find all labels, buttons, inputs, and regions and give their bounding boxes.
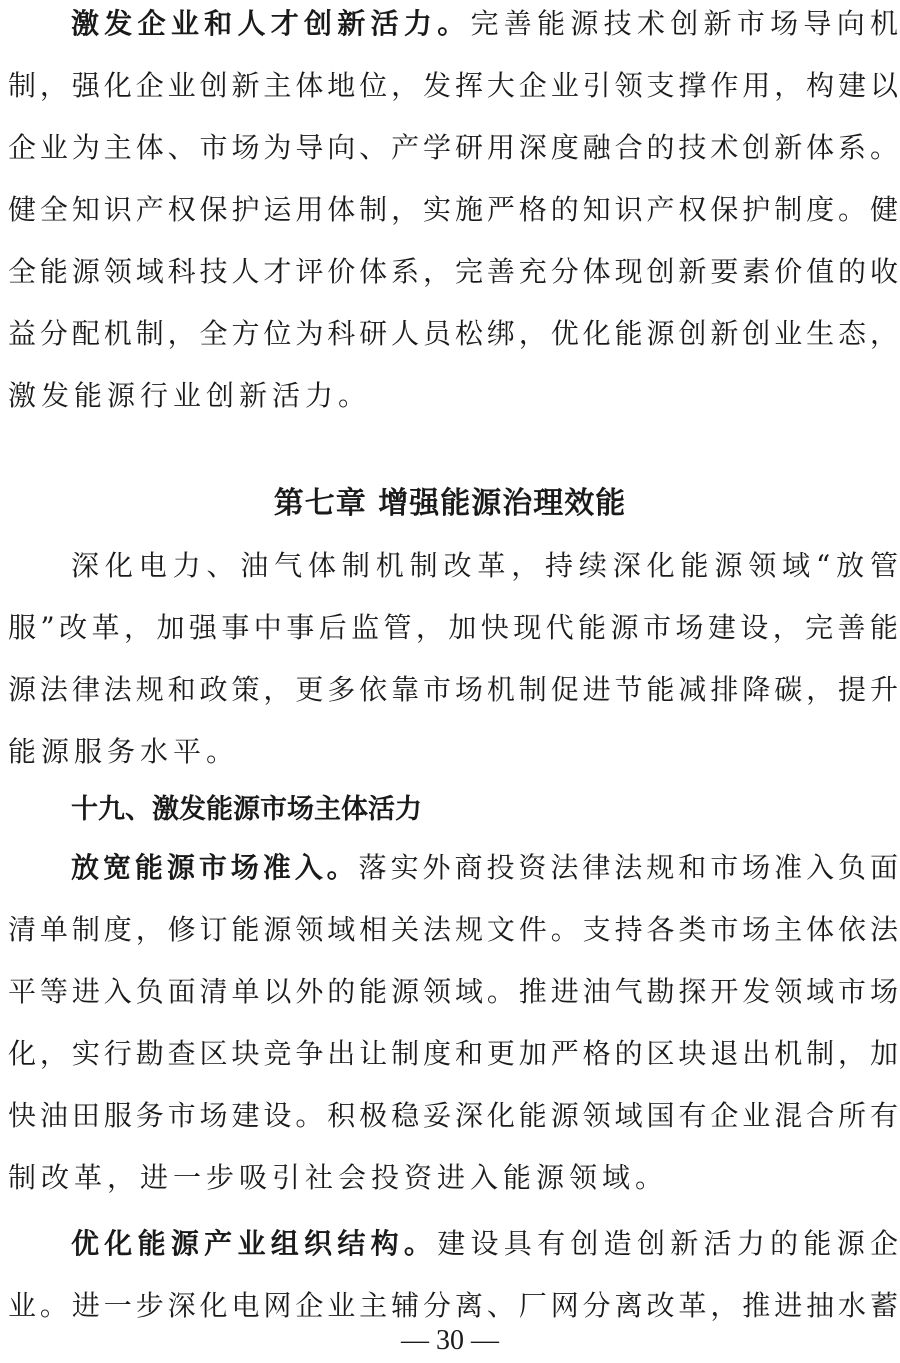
paragraph-line: 化，实行勘查区块竞争出让制度和更加严格的区块退出机制，加 [8, 1037, 898, 1070]
paragraph-line: 清单制度，修订能源领域相关法规文件。支持各类市场主体依法 [8, 913, 898, 946]
paragraph-line [8, 4, 898, 44]
paragraph-line: 制，强化企业创新主体地位，发挥大企业引领支撑作用，构建以 [8, 69, 898, 102]
chapter-title: 第七章 增强能源治理效能 [273, 486, 627, 521]
paragraph-line: 制改革，进一步吸引社会投资进入能源领域。 [8, 1161, 669, 1194]
paragraph-line: 服”改革，加强事中事后监管，加快现代能源市场建设，完善能 [8, 611, 898, 644]
paragraph-lead: 优化能源产业组织结构。 [71, 1227, 438, 1260]
paragraph-line: 源法律法规和政策，更多依靠市场机制促进节能减排降碳，提升 [8, 673, 898, 706]
paragraph-text: 落实外商投资法律法规和市场准入负面 [358, 851, 898, 884]
paragraph-line [8, 848, 898, 888]
paragraph-text: 完善能源技术创新市场导向机 [470, 7, 898, 40]
paragraph-line: 益分配机制，全方位为科研人员松绑，优化能源创新创业生态， [8, 317, 898, 350]
paragraph-line: 平等进入负面清单以外的能源领域。推进油气勘探开发领域市场 [8, 975, 898, 1008]
paragraph-line: 全能源领域科技人才评价体系，完善充分体现创新要素价值的收 [8, 255, 898, 288]
section-title: 十九、激发能源市场主体活力 [71, 794, 422, 825]
paragraph-line: 快油田服务市场建设。积极稳妥深化能源领域国有企业混合所有 [8, 1099, 898, 1132]
paragraph-lead: 放宽能源市场准入。 [71, 851, 359, 884]
paragraph-line: 企业为主体、市场为导向、产学研用深度融合的技术创新体系。 [8, 131, 898, 164]
paragraph-line: 能源服务水平。 [8, 735, 240, 768]
paragraph-text: 建设具有创造创新活力的能源企 [437, 1227, 898, 1260]
paragraph-line: 深化电力、油气体制机制改革，持续深化能源领域“放管 [71, 549, 898, 582]
page-number: — 30 — [401, 1325, 499, 1356]
paragraph-line: 健全知识产权保护运用体制，实施严格的知识产权保护制度。健 [8, 193, 898, 226]
paragraph-line [8, 1224, 898, 1264]
paragraph-line: 激发能源行业创新活力。 [8, 379, 372, 412]
paragraph-lead: 激发企业和人才创新活力。 [71, 7, 471, 40]
paragraph-line: 业。进一步深化电网企业主辅分离、厂网分离改革，推进抽水蓄 [8, 1289, 898, 1322]
